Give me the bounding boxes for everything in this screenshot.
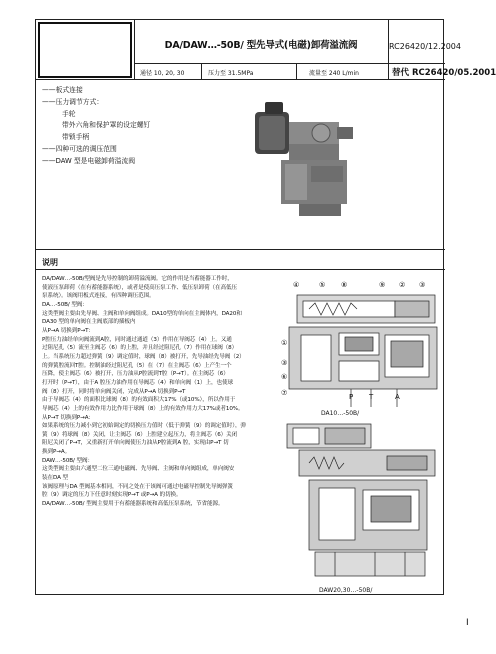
page-mark: Ι xyxy=(466,618,469,628)
description-line: 从P→T 切换到P→A： xyxy=(42,414,94,421)
spec-divider xyxy=(296,64,297,79)
callout-label: ① xyxy=(281,339,288,347)
callout-label: ⑤ xyxy=(319,281,326,289)
description-line: 换到P→A。 xyxy=(42,449,71,456)
description-line: DA/DAW…-50B/ 型阀主要用于有蓄能器系统和高低压泵系统，节省能源。 xyxy=(42,501,224,508)
diagram2-caption: DAW20,30…-50B/ xyxy=(319,587,373,594)
sectional-diagram-da10 xyxy=(279,275,441,417)
feature-item: ——压力调节方式： xyxy=(42,97,104,106)
spec-flow: 流量至 240 L/min xyxy=(309,70,359,77)
description-line: P腔压力油经单向阀流到A腔，同时通过通道（3）作用在导阀芯（4）上。又通 xyxy=(42,336,232,343)
replaces-note: 替代 RC26420/05.2001 xyxy=(392,68,496,78)
document-number: RC26420/12.2004 xyxy=(389,42,461,51)
description-line: 这类型阀主要由六通型二位三通电磁阀、先导阀、主阀和单向阀组成，单向阀安 xyxy=(42,466,235,473)
callout-label: ④ xyxy=(293,281,300,289)
description-line: 这类型阀主要由先导阀、主阀和单向阀组成。DA10型的单向在主阀体内，DA20和 xyxy=(42,310,242,317)
logo-placeholder xyxy=(38,22,132,78)
description-line: 阻尼关闭了P→T，又重新打开单向阀使压力油从P腔流到A 腔，实现由P→T 切 xyxy=(42,440,229,447)
description-line: DA…-50B/ 型阀： xyxy=(42,301,88,308)
port-label: T xyxy=(369,393,374,401)
section-rule xyxy=(36,269,445,270)
feature-item: ——DAW 型是电磁卸荷溢流阀 xyxy=(42,156,136,165)
port-label: P xyxy=(349,393,354,401)
header-row-divider xyxy=(134,63,445,64)
sectional-diagram-daw20-30 xyxy=(279,418,441,596)
callout-label: ③ xyxy=(419,281,426,289)
datasheet-page xyxy=(35,19,496,595)
callout-label: ② xyxy=(399,281,406,289)
callout-label: ⑨ xyxy=(379,281,386,289)
description-line: 装在DA 型 xyxy=(42,475,68,482)
diagram1-caption: DA10…-50B/ xyxy=(321,410,360,417)
description-line: 由于导阀芯（4）的面积比球阀（8）的有效面积大17%（或10%），所以作用于 xyxy=(42,397,236,404)
description-line: 过阻尼孔（5）流至主阀芯（6）的上腔，并且经过阻尼孔（7）作用在球阀（8） xyxy=(42,345,238,352)
description-line: 上。当系统压力超过弹簧（9）调定值时，球阀（8）被打开，先导油经先导阀（2） xyxy=(42,353,245,360)
description-line: 导阀芯（4）上的有效作用力比作用于球阀（8）上的有效作用力大17%或者10%。 xyxy=(42,405,244,412)
section-heading-description: 说明 xyxy=(42,258,58,267)
spec-pressure: 压力至 31.5MPa xyxy=(208,70,254,77)
callout-label: ⑦ xyxy=(281,389,288,397)
feature-list xyxy=(42,85,150,168)
description-line: 该阀原理与DA 型阀基本相同，不同之处在于该阀可通过电磁导控制先导阀弹簧 xyxy=(42,483,233,490)
header-divider xyxy=(134,20,135,79)
header-bottom-rule xyxy=(36,79,445,80)
description-line: 如果系统的压力减小到它初始调定的切换压力值时（低于弹簧（9）的调定值时），弹 xyxy=(42,423,246,430)
document-title: DA/DAW…-50B/ 型先导式(电磁)卸荷溢流阀 xyxy=(164,40,358,51)
description-line: 泵系统）。该阀用板式连接，有四种调压范围。 xyxy=(42,293,155,300)
callout-label: ③ xyxy=(281,359,288,367)
callout-label: ⑥ xyxy=(281,373,288,381)
description-line: 的弹簧腔流回T腔。控制油经过阻尼孔（5）在（7）在主阀芯（6）上产生一个 xyxy=(42,362,232,369)
description-line: DA30 型的单向阀在主阀底部的插板内 xyxy=(42,319,136,326)
spec-divider xyxy=(201,64,202,79)
description-line: 使液压泵卸荷（在有蓄能器系统），或者是使高压泵工作、低压泵卸荷（在高低压 xyxy=(42,284,237,291)
description-line: 压降，使主阀芯（6）被打开，压力油从P腔流到T腔（P→T）。在主阀芯（6） xyxy=(42,371,229,378)
description-line: 打开时（P→T），由于A 腔压力油作用在导阀芯（4）和单向阀（1）上，也使球 xyxy=(42,379,234,386)
description-line: 簧（9）将球阀（8）关闭，让主阀芯（6）上腔建立起压力，将主阀芯（6）关闭 xyxy=(42,431,238,438)
feature-item: ——四种可选的调压范围 xyxy=(42,144,117,153)
feature-item: 带外六角和保护罩的设定螺钉 xyxy=(62,121,151,130)
section-rule xyxy=(36,249,445,250)
description-line: DA/DAW…-50B/型阀是先导控制的卸荷溢流阀。它的作用是当蓄能器工作时， xyxy=(42,276,233,282)
feature-item: ——板式连接 xyxy=(42,86,83,94)
feature-item: 带锁手柄 xyxy=(62,133,90,142)
port-label: A xyxy=(395,393,400,401)
description-line: DAW…-50B/ 型阀： xyxy=(42,457,93,464)
description-line: 从P→A 切换到P→T： xyxy=(42,327,94,334)
feature-item: 手轮 xyxy=(62,109,76,118)
callout-label: ⑧ xyxy=(341,281,348,289)
description-line: 腔（9）调定的压力下任意时刻实现P→T 或P→A 的切换。 xyxy=(42,492,182,499)
valve-photo xyxy=(241,92,361,222)
description-line: 阀（8）打开，同时将单向阀关闭，完成从P→A 切换到P→T xyxy=(42,388,186,395)
description-text xyxy=(42,275,274,509)
spec-size: 通径 10, 20, 30 xyxy=(140,70,185,77)
